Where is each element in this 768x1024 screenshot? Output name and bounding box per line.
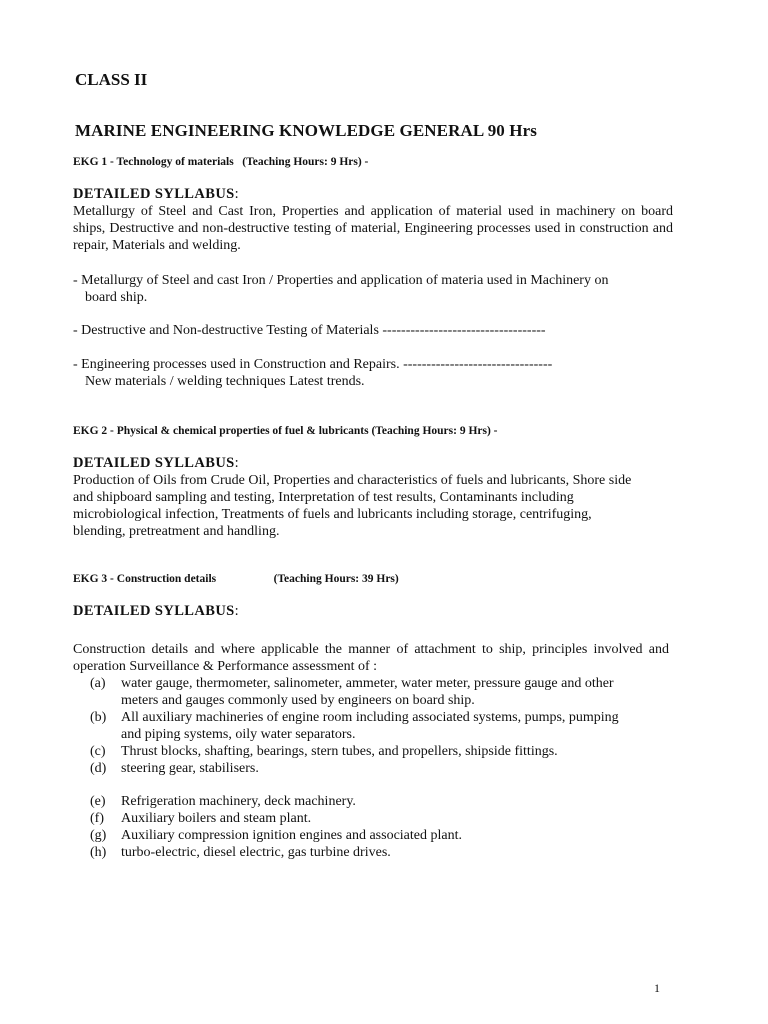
list-marker: (f)	[90, 811, 104, 826]
list-item	[73, 844, 663, 861]
ekg3-syllabus-heading	[73, 603, 673, 620]
list-marker: (g)	[90, 828, 107, 843]
ekg1-section	[73, 156, 673, 168]
ekg1-item-1-line-2: board ship.	[85, 290, 148, 305]
list-item	[73, 760, 663, 777]
syllabus-colon: :	[234, 455, 240, 471]
ekg3-section	[73, 573, 673, 585]
ekg1-item-3-line-1: - Engineering processes used in Construction and Repairs. --------------------------------	[73, 357, 553, 372]
list-item	[73, 827, 663, 844]
list-marker: (c)	[90, 744, 106, 759]
ekg3-syllabus	[73, 603, 673, 620]
ekg1-item-2-text: - Destructive and Non-destructive Testing of Materials -----------------------------------	[73, 323, 546, 338]
list-marker: (a)	[90, 676, 106, 691]
class-title: CLASS II	[75, 70, 148, 89]
list-item	[73, 793, 663, 810]
ekg1-heading: EKG 1 - Technology of materials (Teaching Hours: 9 Hrs) -	[73, 156, 369, 168]
list-item-text: turbo-electric, diesel electric, gas turbine drives.	[121, 845, 391, 860]
ekg1-item-2	[73, 322, 673, 339]
ekg2-syllabus-heading	[73, 455, 673, 472]
list-marker: (h)	[90, 845, 107, 860]
ekg2-syllabus	[73, 455, 673, 540]
syllabus-label: DETAILED SYLLABUS	[73, 186, 235, 202]
list-item	[73, 743, 663, 760]
list-item	[73, 675, 641, 709]
list-item-text: Refrigeration machinery, deck machinery.	[121, 794, 356, 809]
ekg2-section	[73, 425, 673, 437]
list-item	[73, 810, 663, 827]
ekg1-item-3-line-2: New materials / welding techniques Latest trends.	[85, 374, 365, 389]
list-item	[73, 709, 621, 743]
list-item-text: Auxiliary compression ignition engines and associated plant.	[121, 828, 462, 843]
main-title: MARINE ENGINEERING KNOWLEDGE GENERAL 90 Hrs	[75, 121, 537, 140]
ekg1-syllabus-heading	[73, 186, 673, 203]
ekg3-intro: Construction details and where applicable the manner of attachment to ship, principles involved and operation Surveillance & Performance assessment of :	[73, 642, 669, 674]
ekg3-list	[73, 675, 663, 861]
ekg1-item-1-line-1: - Metallurgy of Steel and cast Iron / Properties and application of materia used in Machinery on	[73, 273, 609, 288]
ekg3-heading: EKG 3 - Construction details (Teaching Hours: 39 Hrs)	[73, 573, 399, 585]
list-item-text: Auxiliary boilers and steam plant.	[121, 811, 312, 826]
page-number: 1	[654, 981, 660, 995]
ekg1-item-3	[73, 356, 673, 390]
ekg2-body: Production of Oils from Crude Oil, Properties and characteristics of fuels and lubricants, Shore side and shipboard sampling and testing, Interpretation of test results, Contaminants including microbiological infection, Treatments of fuels and lubricants including storage, centrifuging, blending, pretreatment and handling.	[73, 473, 632, 539]
ekg1-intro: Metallurgy of Steel and Cast Iron, Properties and application of material used in machinery on board ships, Destructive and non-destructive testing of material, Engineering processes used in construction and repair, Materials and welding.	[73, 204, 673, 253]
list-item-text: water gauge, thermometer, salinometer, ammeter, water meter, pressure gauge and other meters and gauges commonly used by engineers on board ship.	[121, 676, 614, 708]
list-item-text: All auxiliary machineries of engine room including associated systems, pumps, pumping and piping systems, oily water separators.	[121, 710, 619, 742]
syllabus-label: DETAILED SYLLABUS	[73, 455, 235, 471]
list-marker: (e)	[90, 794, 106, 809]
ekg2-heading: EKG 2 - Physical & chemical properties of fuel & lubricants (Teaching Hours: 9 Hrs) -	[73, 425, 498, 437]
syllabus-colon: :	[234, 603, 240, 619]
list-item-text: steering gear, stabilisers.	[121, 761, 259, 776]
list-item-text: Thrust blocks, shafting, bearings, stern tubes, and propellers, shipside fittings.	[121, 744, 558, 759]
ekg3-body	[73, 641, 673, 861]
syllabus-colon: :	[234, 186, 240, 202]
list-marker: (d)	[90, 761, 107, 776]
syllabus-label: DETAILED SYLLABUS	[73, 603, 235, 619]
ekg1-syllabus	[73, 186, 673, 254]
ekg1-item-1	[73, 272, 673, 306]
list-marker: (b)	[90, 710, 107, 725]
